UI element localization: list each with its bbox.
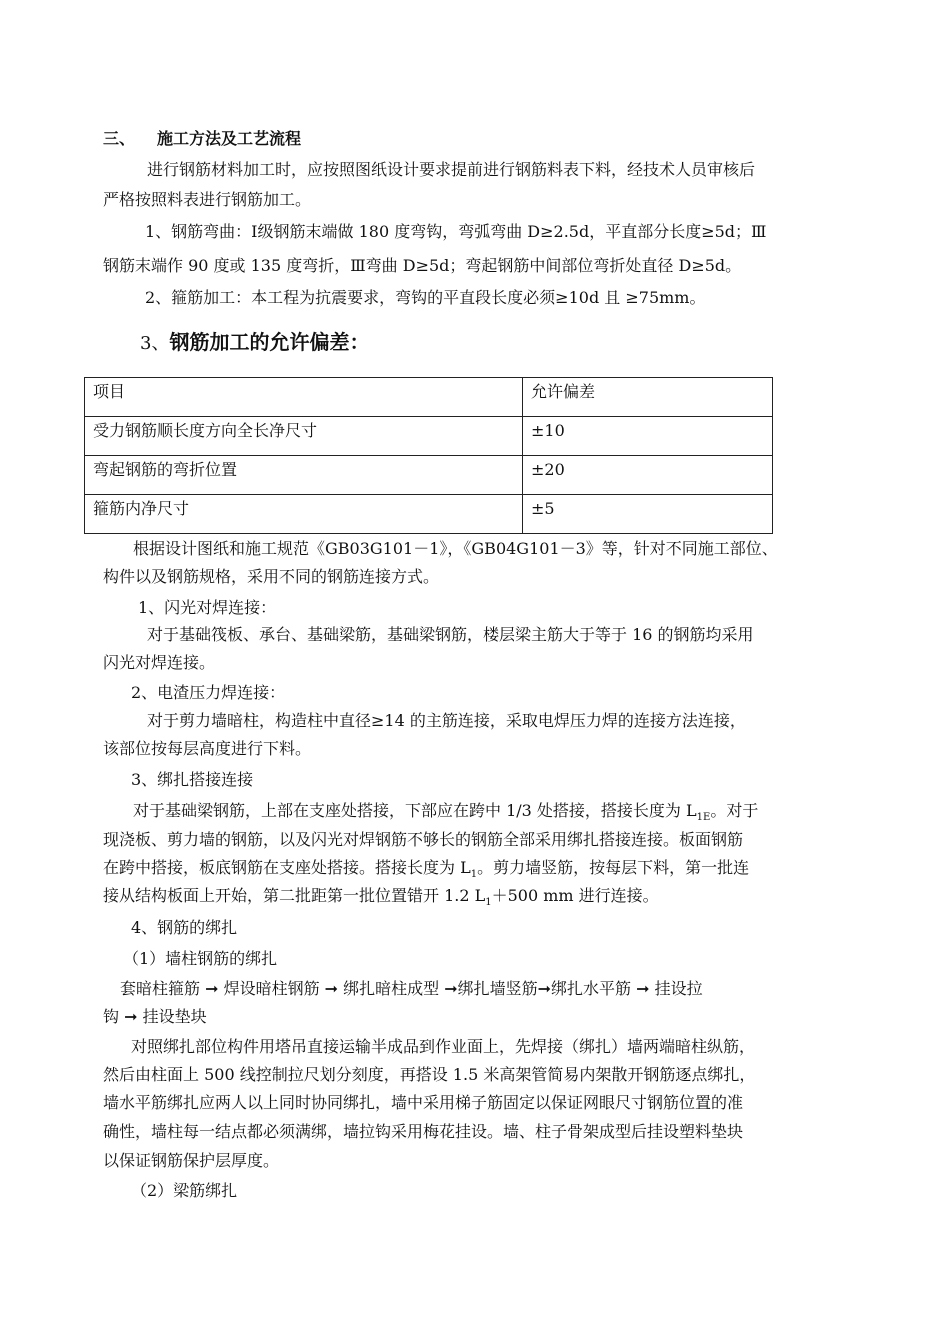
table-row [85, 495, 773, 534]
table-header-item: 项目 [85, 378, 523, 417]
wall-body-line-2: 然后由柱面上 500 线控制拉尺划分刻度，再搭设 1.5 米高架管简易内架散开钢筋逐点绑扎， [103, 1065, 756, 1084]
intro-line-2: 严格按照料表进行钢筋加工。 [103, 190, 312, 209]
tie-title: 3、绑扎搭接连接 [131, 770, 254, 789]
table-cell-item: 弯起钢筋的弯折位置 [85, 456, 523, 495]
tolerance-heading [140, 327, 369, 359]
table-row [85, 417, 773, 456]
connect-intro-line-2: 构件以及钢筋规格，采用不同的钢筋连接方式。 [103, 567, 440, 586]
table-header-row [85, 378, 773, 417]
beam-title: （2）梁筋绑扎 [131, 1181, 238, 1200]
wall-body-line-4: 确性，墙柱每一结点都必须满绑，墙拉钩采用梅花挂设。墙、柱子骨架成型后挂设塑料垫块 [103, 1122, 744, 1141]
section-heading [103, 128, 301, 150]
section-number: 三、 [103, 129, 136, 148]
electro-line-2: 该部位按每层高度进行下料。 [103, 739, 312, 758]
table-cell-value: ±5 [523, 495, 773, 534]
table-cell-value: ±20 [523, 456, 773, 495]
section-title: 施工方法及工艺流程 [157, 129, 302, 148]
table-cell-item: 箍筋内净尺寸 [85, 495, 523, 534]
binding-title: 4、钢筋的绑扎 [131, 918, 238, 937]
tie-line-2: 现浇板、剪力墙的钢筋，以及闪光对焊钢筋不够长的钢筋全部采用绑扎搭接连接。板面钢筋 [103, 830, 744, 849]
table-row [85, 456, 773, 495]
table-header-tolerance: 允许偏差 [523, 378, 773, 417]
connect-intro-line-1: 根据设计图纸和施工规范《GB03G101－1》，《GB04G101－3》等，针对不同施工部位、 [133, 539, 778, 558]
flash-line-1: 对于基础筏板、承台、基础梁筋，基础梁钢筋，楼层梁主筋大于等于 16 的钢筋均采用 [147, 625, 754, 644]
tolerance-title: 钢筋加工的允许偏差： [169, 330, 370, 354]
flash-title: 1、闪光对焊连接： [138, 598, 277, 617]
flow-line-1: 套暗柱箍筋 ➞ 焊设暗柱钢筋 ➞ 绑扎暗柱成型 ➞绑扎墙竖筋➞绑扎水平筋 ➞ 挂设拉 [120, 979, 703, 998]
tie-line-4: 接从结构板面上开始，第二批距第一批位置错开 1.2 $L_1+500$ mm 进行连接。 [103, 886, 659, 909]
intro-line-1: 进行钢筋材料加工时，应按照图纸设计要求提前进行钢筋料表下料，经技术人员审核后 [147, 160, 756, 179]
tie-line-1: 对于基础梁钢筋，上部在支座处搭接，下部应在跨中 1/3 处搭接，搭接长度为 $L_{1E}$。对于 [133, 801, 759, 824]
tolerance-table [84, 377, 773, 534]
wall-title: （1）墙柱钢筋的绑扎 [123, 949, 278, 968]
electro-title: 2、电渣压力焊连接： [131, 683, 286, 702]
bend-line-2: 钢筋末端作 90 度或 135 度弯折，Ⅲ弯曲 D≥5d；弯起钢筋中间部位弯折处直径 D≥5d。 [103, 256, 742, 275]
flow-line-2: 钩 ➞ 挂设垫块 [103, 1007, 207, 1026]
tie-line-3: 在跨中搭接，板底钢筋在支座处搭接。搭接长度为 $L_1$。剪力墙竖筋，按每层下料，第一批连 [103, 858, 750, 881]
flash-line-2: 闪光对焊连接。 [103, 653, 216, 672]
wall-body-line-3: 墙水平筋绑扎应两人以上同时协同绑扎，墙中采用梯子筋固定以保证网眼尺寸钢筋位置的准 [103, 1093, 744, 1112]
table-cell-item: 受力钢筋顺长度方向全长净尺寸 [85, 417, 523, 456]
wall-body-line-5: 以保证钢筋保护层厚度。 [103, 1151, 280, 1170]
table-cell-value: ±10 [523, 417, 773, 456]
wall-body-line-1: 对照绑扎部位构件用塔吊直接运输半成品到作业面上，先焊接（绑扎）墙两端暗柱纵筋， [131, 1037, 756, 1056]
stirrup-line: 2、箍筋加工：本工程为抗震要求，弯钩的平直段长度必须≥10d 且 ≥75mm。 [145, 288, 706, 307]
electro-line-1: 对于剪力墙暗柱，构造柱中直径≥14 的主筋连接，采取电焊压力焊的连接方法连接， [147, 711, 746, 730]
tolerance-number: 3、 [140, 333, 170, 354]
bend-line-1: 1、钢筋弯曲：Ⅰ级钢筋末端做 180 度弯钩，弯弧弯曲 D≥2.5d，平直部分长度≥5d；Ⅲ [145, 222, 767, 241]
